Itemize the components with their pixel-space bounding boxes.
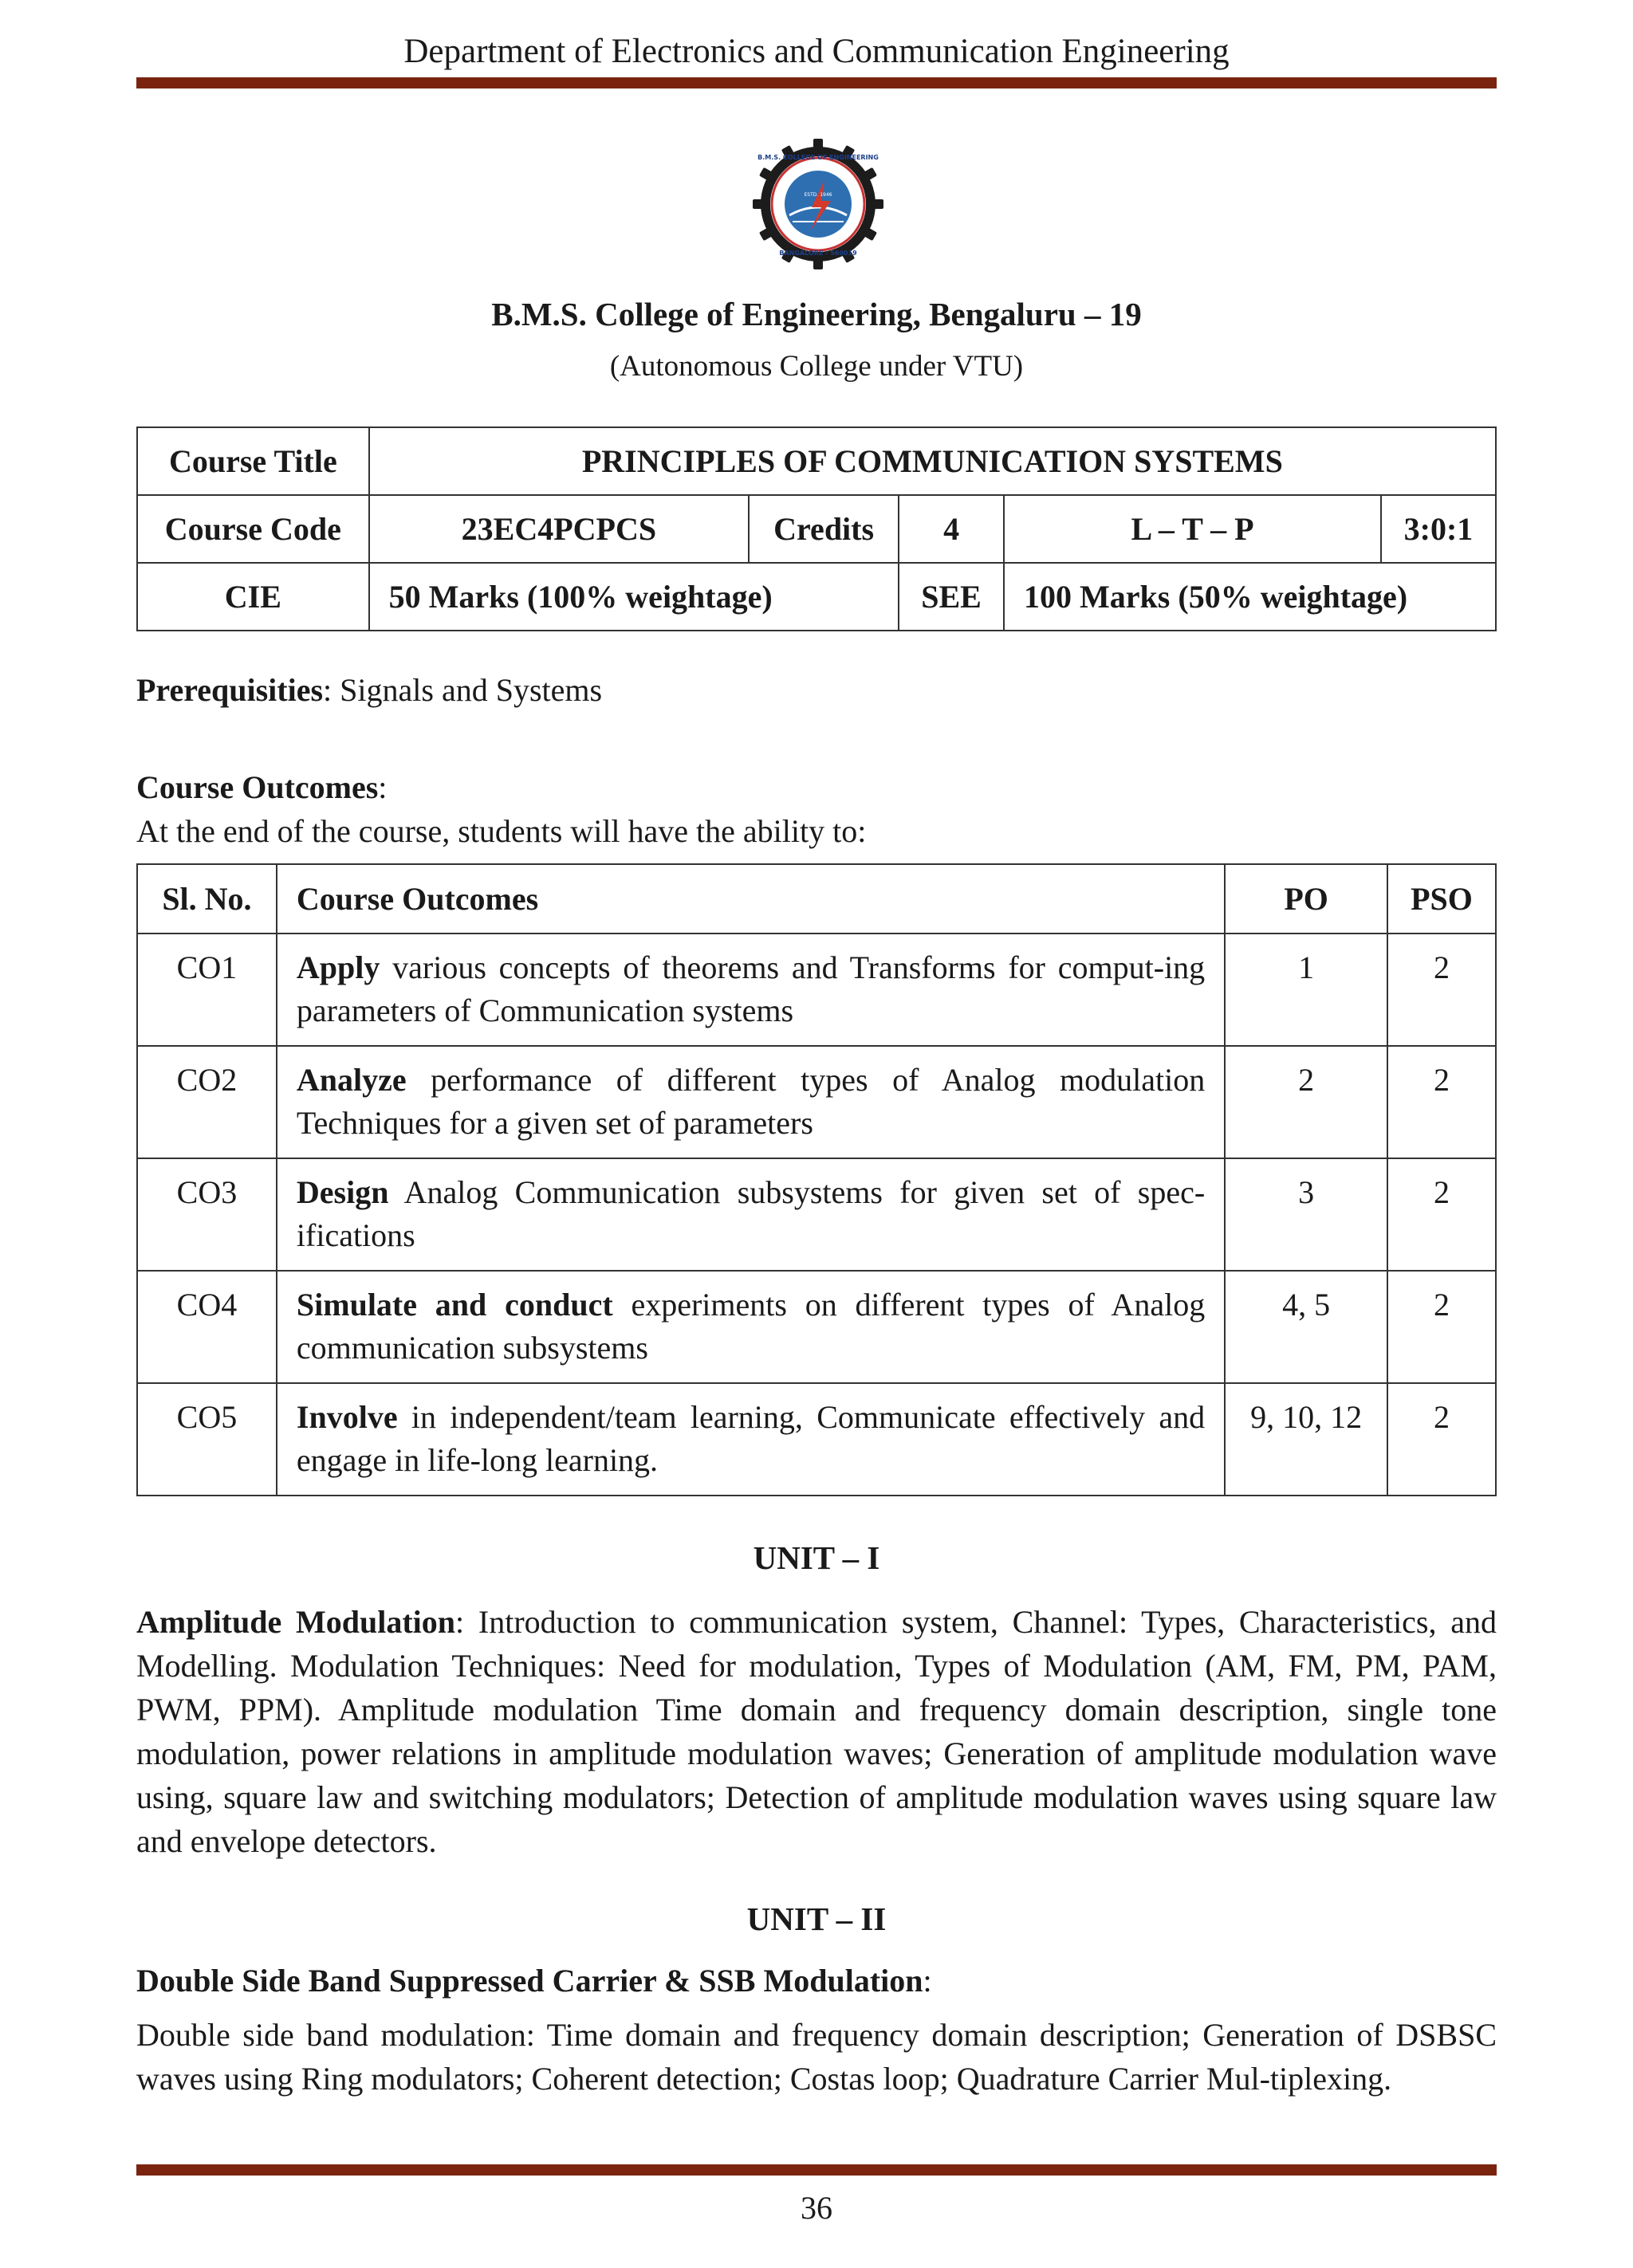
unit-2-topic: Double Side Band Suppressed Carrier & SSB Modulation xyxy=(136,1963,923,1999)
co-description xyxy=(277,1383,1225,1496)
course-title-value: PRINCIPLES OF COMMUNICATION SYSTEMS xyxy=(369,427,1496,495)
ltp-value: 3:0:1 xyxy=(1381,495,1496,563)
credits-label: Credits xyxy=(749,495,899,563)
header-rule xyxy=(136,77,1497,88)
department-header: Department of Electronics and Communication Engineering xyxy=(403,33,1230,70)
course-outcomes-table xyxy=(136,863,1497,1496)
svg-text:BANGALORE - 560019: BANGALORE - 560019 xyxy=(779,250,857,257)
footer-rule xyxy=(136,2164,1497,2176)
co-description xyxy=(277,934,1225,1046)
course-code-label: Course Code xyxy=(137,495,369,563)
course-code-row xyxy=(137,495,1496,563)
header-sl-no: Sl. No. xyxy=(137,864,277,934)
unit-1-heading: UNIT – I xyxy=(753,1539,880,1576)
college-status: (Autonomous College under VTU) xyxy=(609,350,1024,383)
co-verb: Involve xyxy=(296,1399,398,1435)
outcomes-heading: Course Outcomes: xyxy=(136,769,388,805)
cie-value: 50 Marks (100% weightage) xyxy=(369,563,899,631)
header-pso: PSO xyxy=(1387,864,1496,934)
co-po: 4, 5 xyxy=(1225,1271,1387,1383)
table-row xyxy=(137,1271,1496,1383)
outcomes-intro: At the end of the course, students will have the ability to: xyxy=(136,813,867,849)
unit-2-body: Double side band modulation: Time domain and frequency domain description; Generation of DSBSC waves using Ring modulators; Coherent detection; Costas loop; Quadrature Carrier Mul-tiplexing. xyxy=(136,2017,1497,2097)
unit-1-body xyxy=(136,1600,1497,1863)
credits-value: 4 xyxy=(899,495,1004,563)
unit-2-heading: UNIT – II xyxy=(746,1900,887,1937)
unit-1-text: : Introduction to communication system, Channel: Types, Characteristics, and Modelling. Modulation Techniques: Need for modulation, Types of Modulation (AM, FM, PM, PAM, PWM, PPM). Amplitude modulation Time domain and frequency domain description, single tone modulation, power relations in amplitude modulation waves; Generation of amplitude modulation wave using, square law and switching modulators; Detection of amplitude modulation waves using square law and envelope detectors. xyxy=(136,1604,1497,1859)
co-po: 3 xyxy=(1225,1158,1387,1271)
see-value: 100 Marks (50% weightage) xyxy=(1004,563,1496,631)
co-pso: 2 xyxy=(1387,1383,1496,1496)
co-description xyxy=(277,1271,1225,1383)
co-verb: Apply xyxy=(296,949,380,985)
co-id: CO4 xyxy=(137,1271,277,1383)
table-row xyxy=(137,934,1496,1046)
course-code-value: 23EC4PCPCS xyxy=(369,495,749,563)
course-info-table xyxy=(136,426,1497,631)
co-po: 1 xyxy=(1225,934,1387,1046)
course-title-row xyxy=(137,427,1496,495)
outcomes-header-row xyxy=(137,864,1496,934)
prerequisites-label: Prerequisities xyxy=(136,672,324,708)
table-row xyxy=(137,1046,1496,1158)
page-number: 36 xyxy=(801,2190,832,2226)
co-text: performance of different types of Analog modulation Techniques for a given set of parameters xyxy=(296,1062,1206,1141)
co-text: in independent/team learning, Communicate effectively and engage in life-long learning. xyxy=(296,1399,1206,1478)
cie-label: CIE xyxy=(137,563,369,631)
see-label: SEE xyxy=(899,563,1004,631)
co-pso: 2 xyxy=(1387,934,1496,1046)
course-title-label: Course Title xyxy=(137,427,369,495)
co-description xyxy=(277,1046,1225,1158)
co-description xyxy=(277,1158,1225,1271)
table-row xyxy=(137,1158,1496,1271)
co-po: 2 xyxy=(1225,1046,1387,1158)
header-course-outcomes: Course Outcomes xyxy=(277,864,1225,934)
college-name: B.M.S. College of Engineering, Bengaluru – 19 xyxy=(491,296,1142,332)
co-pso: 2 xyxy=(1387,1158,1496,1271)
co-id: CO1 xyxy=(137,934,277,1046)
svg-text:B.M.S. COLLEGE OF ENGINEERING: B.M.S. COLLEGE OF ENGINEERING xyxy=(757,154,879,161)
co-verb: Analyze xyxy=(296,1062,407,1098)
co-id: CO3 xyxy=(137,1158,277,1271)
header-po: PO xyxy=(1225,864,1387,934)
co-text: experiments on different types of Analog communication subsystems xyxy=(296,1287,1206,1366)
co-id: CO5 xyxy=(137,1383,277,1496)
co-verb: Design xyxy=(296,1174,389,1210)
ltp-label: L – T – P xyxy=(1004,495,1381,563)
co-text: various concepts of theorems and Transforms for comput-ing parameters of Communication systems xyxy=(296,949,1206,1028)
co-pso: 2 xyxy=(1387,1271,1496,1383)
co-text: Analog Communication subsystems for given set of spec-ifications xyxy=(296,1174,1206,1253)
unit-2-topic-line: Double Side Band Suppressed Carrier & SSB Modulation: xyxy=(136,1963,932,1999)
college-seal-logo xyxy=(751,137,885,271)
outcomes-heading-label: Course Outcomes xyxy=(136,769,379,805)
co-po: 9, 10, 12 xyxy=(1225,1383,1387,1496)
prerequisites xyxy=(136,668,1497,712)
co-pso: 2 xyxy=(1387,1046,1496,1158)
svg-text:ESTD. 1946: ESTD. 1946 xyxy=(804,192,832,198)
table-row xyxy=(137,1383,1496,1496)
unit-1-topic: Amplitude Modulation xyxy=(136,1604,456,1640)
marks-row xyxy=(137,563,1496,631)
co-verb: Simulate and conduct xyxy=(296,1287,613,1323)
co-id: CO2 xyxy=(137,1046,277,1158)
prerequisites-value: : Signals and Systems xyxy=(323,672,603,708)
